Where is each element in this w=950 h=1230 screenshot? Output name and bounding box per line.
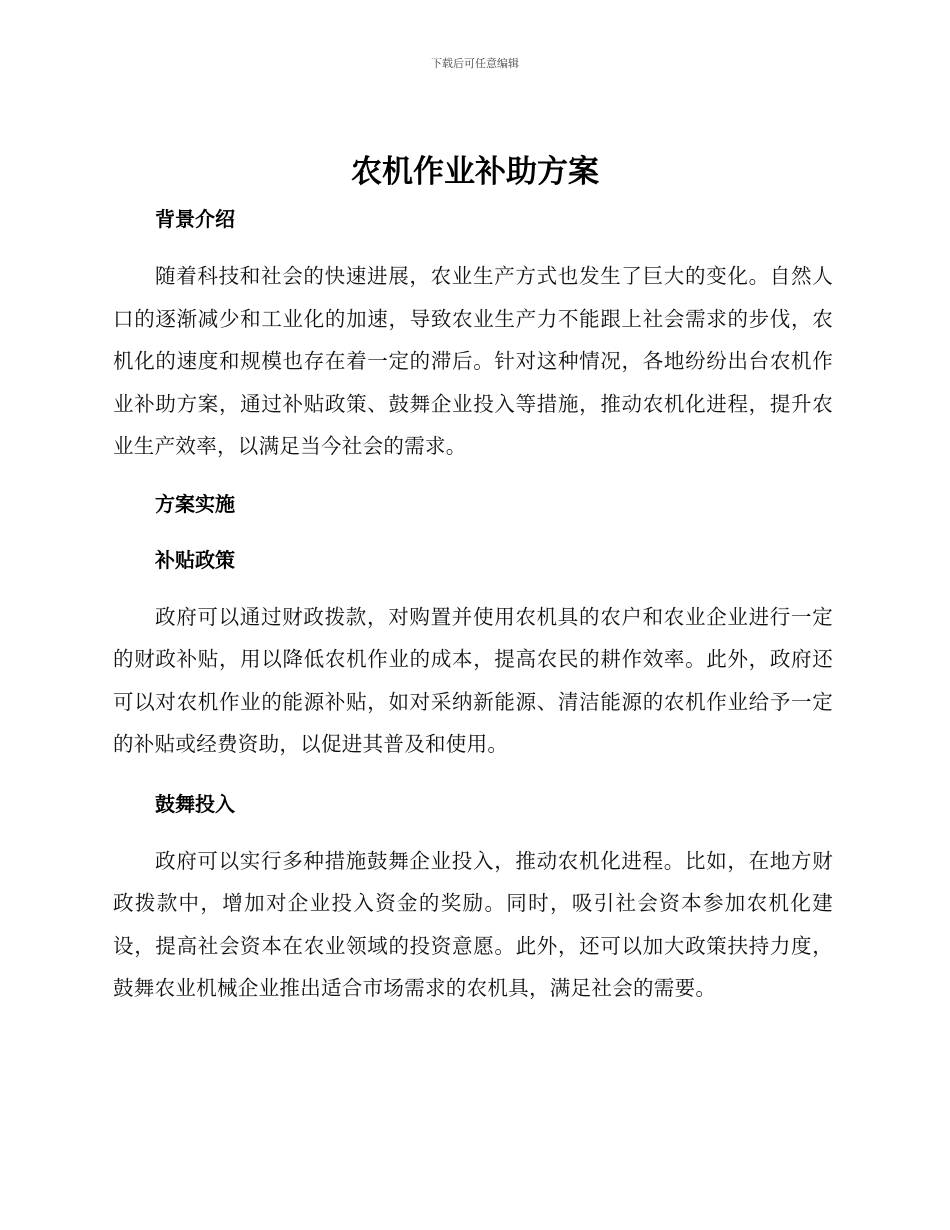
section-heading-background: 背景介绍 (155, 207, 235, 231)
header-note: 下载后可任意编辑 (431, 57, 519, 70)
paragraph-background: 随着科技和社会的快速进展，农业生产方式也发生了巨大的变化。自然人口的逐渐减少和工业化的加速，导致农业生产力不能跟上社会需求的步伐，农机化的速度和规模也存在着一定的滞后。针对这种情况，各地纷纷出台农机作业补助方案，通过补贴政策、鼓舞企业投入等措施，推动农机化进程，提升农业生产效率，以满足当今社会的需求。 (113, 264, 833, 458)
section-heading-subsidy-policy: 补贴政策 (155, 547, 235, 572)
document-title: 农机作业补助方案 (351, 154, 599, 190)
document-body (113, 202, 833, 1010)
section-heading-encourage-investment: 鼓舞投入 (155, 791, 235, 816)
paragraph-subsidy-policy: 政府可以通过财政拨款，对购置并使用农机具的农户和农业企业进行一定的财政补贴，用以降低农机作业的成本，提高农民的耕作效率。此外，政府还可以对农机作业的能源补贴，如对采纳新能源、清洁能源的农机作业给予一定的补贴或经费资助，以促进其普及和使用。 (113, 604, 833, 756)
section-heading-implementation: 方案实施 (155, 491, 235, 516)
paragraph-encourage-investment: 政府可以实行多种措施鼓舞企业投入，推动农机化进程。比如，在地方财政拨款中，增加对企业投入资金的奖励。同时，吸引社会资本参加农机化建设，提高社会资本在农业领域的投资意愿。此外，还可以加大政策扶持力度，鼓舞农业机械企业推出适合市场需求的农机具，满足社会的需要。 (113, 848, 833, 1000)
